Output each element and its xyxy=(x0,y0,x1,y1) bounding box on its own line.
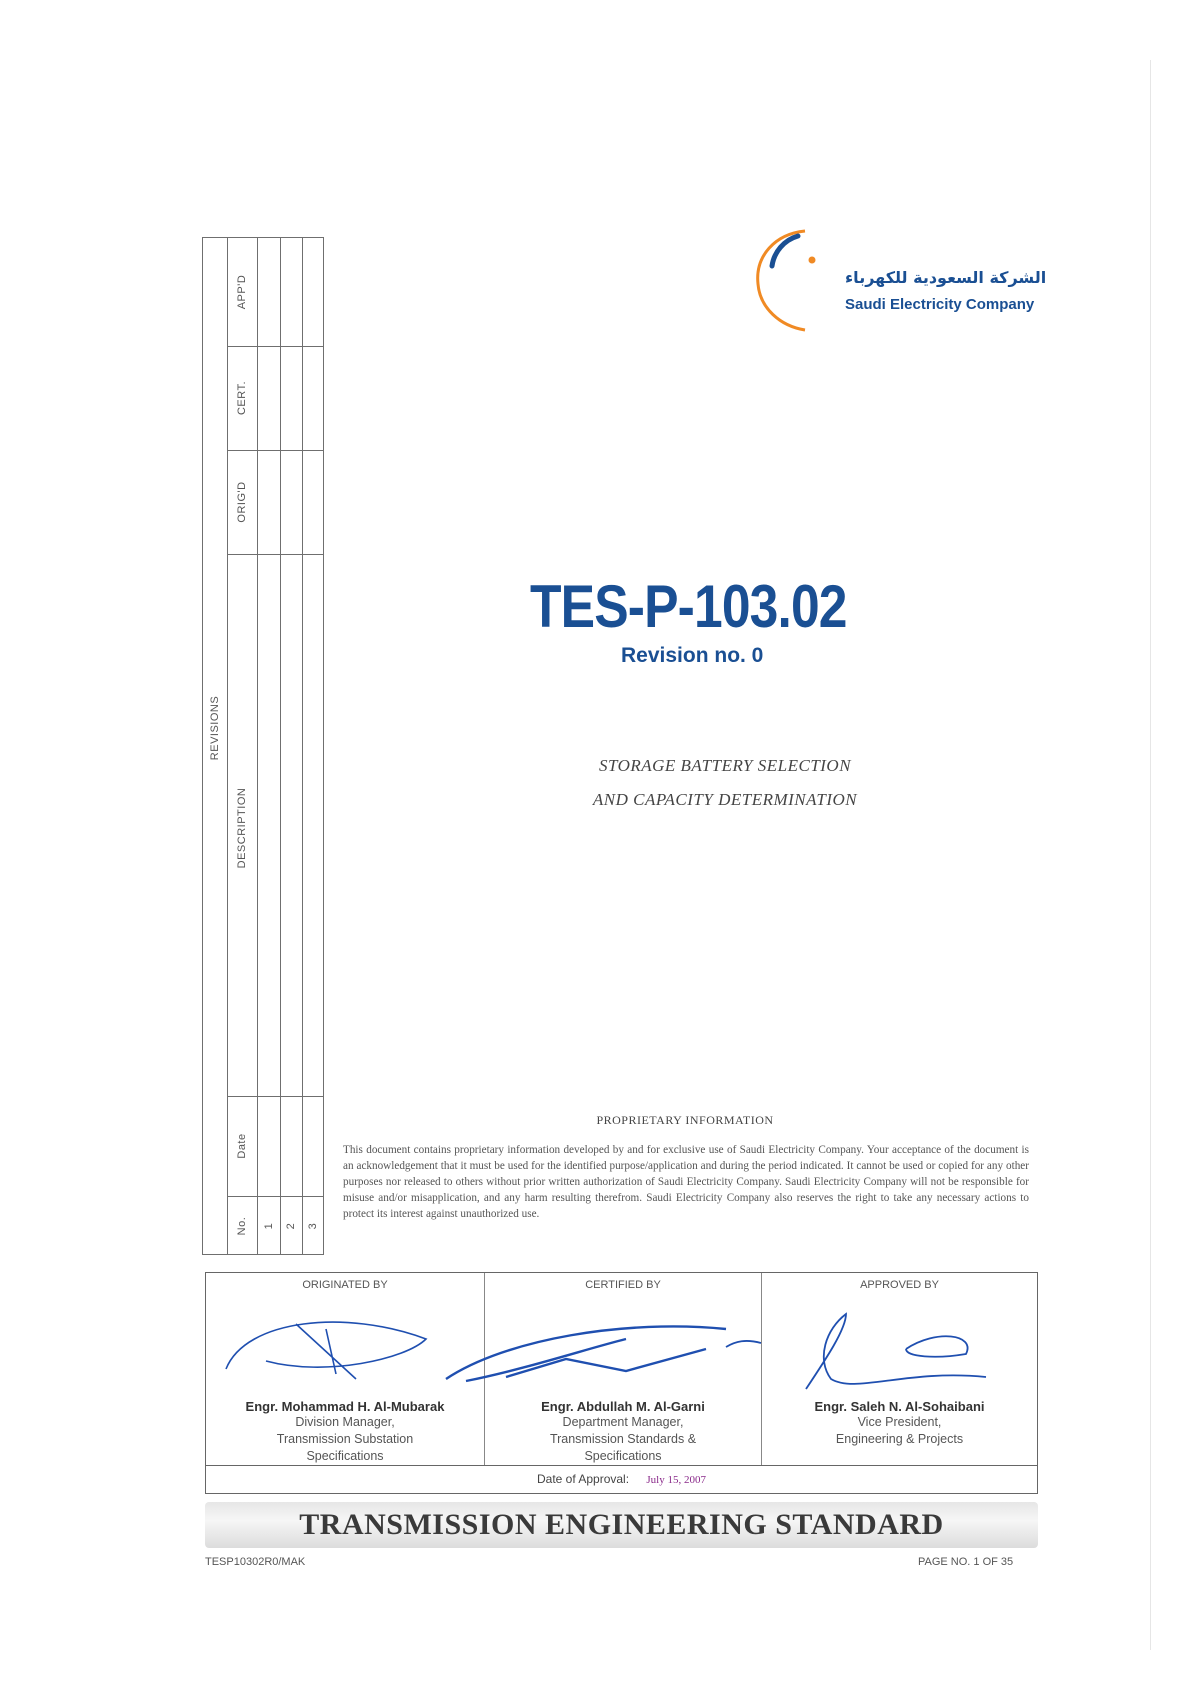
certified-column xyxy=(485,1273,761,1465)
rev-row-3: 3 xyxy=(307,1222,319,1230)
company-name-arabic: الشركة السعودية للكهرباء xyxy=(845,268,1047,287)
certifier-name: Engr. Abdullah M. Al-Garni xyxy=(541,1399,705,1414)
approver-title-2: Engineering & Projects xyxy=(835,1432,964,1446)
originator-name: Engr. Mohammad H. Al-Mubarak xyxy=(245,1399,445,1414)
page-edge xyxy=(1150,60,1151,1650)
proprietary-text: This document contains proprietary information developed by and for exclusive use of Saudi Electricity Company. Your acceptance of the document is an acknowledgement that it must be used for the identified purpose/application and during the period indicated. It cannot be used or copied for any other purposes nor released to others without prior written authorization of Saudi Electricity Company. Saudi Electricity Company will not be responsible for misuse and/or misapplication, and any harm resulting therefrom. Saudi Electricity Company also reserves the right to take any necessary actions to protect its interest against unauthorized use. xyxy=(343,1144,1029,1220)
originator-title-1: Division Manager, xyxy=(295,1415,395,1429)
rev-col-cert: CERT. xyxy=(236,380,248,416)
originator-title-3: Specifications xyxy=(306,1449,384,1463)
certifier-title-3: Specifications xyxy=(584,1449,662,1463)
approval-row xyxy=(206,1472,1037,1486)
certifier-title-2: Transmission Standards & xyxy=(549,1432,697,1446)
rev-col-appd: APP'D xyxy=(236,274,248,310)
banner-text: TRANSMISSION ENGINEERING STANDARD xyxy=(299,1508,944,1541)
approved-header: APPROVED BY xyxy=(860,1279,939,1291)
revision-number: Revision no. 0 xyxy=(621,644,764,667)
revisions-heading: REVISIONS xyxy=(209,695,221,761)
approver-name: Engr. Saleh N. Al-Sohaibani xyxy=(814,1399,985,1414)
approver-title-1: Vice President, xyxy=(857,1415,942,1429)
approval-label: Date of Approval: xyxy=(537,1472,630,1486)
originated-column xyxy=(206,1273,484,1465)
company-name-english: Saudi Electricity Company xyxy=(845,296,1035,313)
rev-col-no: No. xyxy=(236,1216,248,1236)
approval-date: July 15, 2007 xyxy=(646,1474,706,1486)
originated-header: ORIGINATED BY xyxy=(302,1279,388,1291)
revisions-table xyxy=(202,237,324,1255)
footer-page-number: PAGE NO. 1 OF 35 xyxy=(918,1556,1014,1568)
rev-col-description: DESCRIPTION xyxy=(236,787,248,869)
rev-col-origd: ORIG'D xyxy=(236,481,248,523)
document-number: TES-P-103.02 xyxy=(530,573,847,640)
company-logo-icon xyxy=(750,226,850,336)
standard-banner xyxy=(205,1502,1038,1548)
certifier-title-1: Department Manager, xyxy=(562,1415,684,1429)
footer-doc-code: TESP10302R0/MAK xyxy=(205,1556,306,1568)
certified-header: CERTIFIED BY xyxy=(585,1279,661,1291)
originator-title-2: Transmission Substation xyxy=(276,1432,414,1446)
proprietary-heading: PROPRIETARY INFORMATION xyxy=(596,1113,774,1127)
approved-column xyxy=(762,1273,1037,1465)
document-title-line1: STORAGE BATTERY SELECTION xyxy=(598,756,852,775)
rev-col-date: Date xyxy=(236,1133,248,1159)
document-title-line2: AND CAPACITY DETERMINATION xyxy=(592,790,858,809)
rev-row-1: 1 xyxy=(263,1222,275,1230)
signature-table xyxy=(205,1272,1038,1494)
rev-row-2: 2 xyxy=(285,1222,297,1230)
